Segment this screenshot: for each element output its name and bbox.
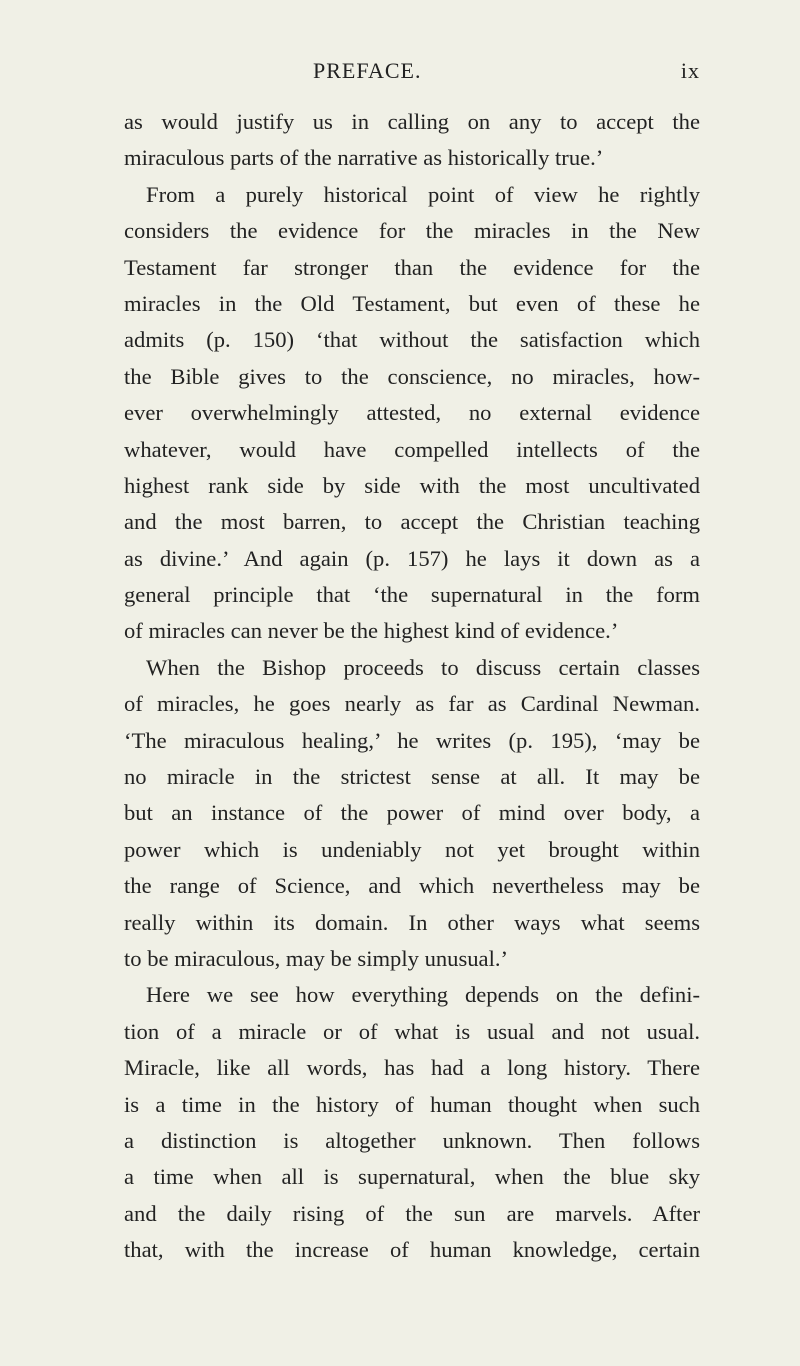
text-line: the Bible gives to the conscience, no miracles, how- <box>124 363 700 389</box>
text-line: highest rank side by side with the most uncultivated <box>124 472 700 498</box>
text-line: no miracle in the strictest sense at all. It may be <box>124 764 700 790</box>
text-line: as would justify us in calling on any to accept the <box>124 109 700 134</box>
text-line: ‘The miraculous healing,’ he writes (p. 195), ‘may be <box>124 727 700 753</box>
text-line: considers the evidence for the miracles in the New <box>124 218 700 244</box>
text-line: and the daily rising of the sun are marvels. After <box>124 1200 700 1226</box>
page-number: ix <box>680 58 700 83</box>
text-line: admits (p. 150) ‘that without the satisfaction which <box>124 327 700 353</box>
text-line: miracles in the Old Testament, but even of these he <box>124 290 700 316</box>
text-line: From a purely historical point of view he rightly <box>146 181 700 207</box>
text-line: as divine.’ And again (p. 157) he lays it down as a <box>124 545 700 571</box>
text-line: of miracles, he goes nearly as far as Cardinal Newman. <box>124 691 700 717</box>
text-line: Testament far stronger than the evidence for the <box>124 254 700 280</box>
running-title: PREFACE. <box>313 58 422 83</box>
text-line: Here we see how everything depends on the defini- <box>146 982 700 1008</box>
text-line: power which is undeniably not yet brought within <box>124 836 700 862</box>
text-line: a distinction is altogether unknown. Then follows <box>124 1127 700 1153</box>
text-line: the range of Science, and which nevertheless may be <box>124 873 700 899</box>
text-line: ever overwhelmingly attested, no external evidence <box>124 400 700 426</box>
text-line: whatever, would have compelled intellects of the <box>124 436 700 462</box>
text-line: When the Bishop proceeds to discuss certain classes <box>146 654 700 680</box>
text-line: is a time in the history of human thought when such <box>124 1091 700 1117</box>
text-line: general principle that ‘the supernatural in the form <box>124 582 700 608</box>
text-line: really within its domain. In other ways what seems <box>124 909 700 935</box>
text-line: and the most barren, to accept the Christian teaching <box>124 509 700 535</box>
text-line: of miracles can never be the highest kind of evidence.’ <box>124 618 619 644</box>
text-line: miraculous parts of the narrative as historically true.’ <box>124 145 604 171</box>
text-line: to be miraculous, may be simply unusual.’ <box>124 945 509 971</box>
text-line: but an instance of the power of mind over body, a <box>124 800 700 826</box>
text-line: a time when all is supernatural, when the blue sky <box>124 1164 700 1190</box>
text-line: Miracle, like all words, has had a long history. There <box>124 1055 700 1081</box>
text-line: tion of a miracle or of what is usual and not usual. <box>124 1018 700 1044</box>
body-text <box>124 104 700 1269</box>
running-head <box>120 58 700 88</box>
text-line: that, with the increase of human knowledge, certain <box>124 1237 700 1263</box>
